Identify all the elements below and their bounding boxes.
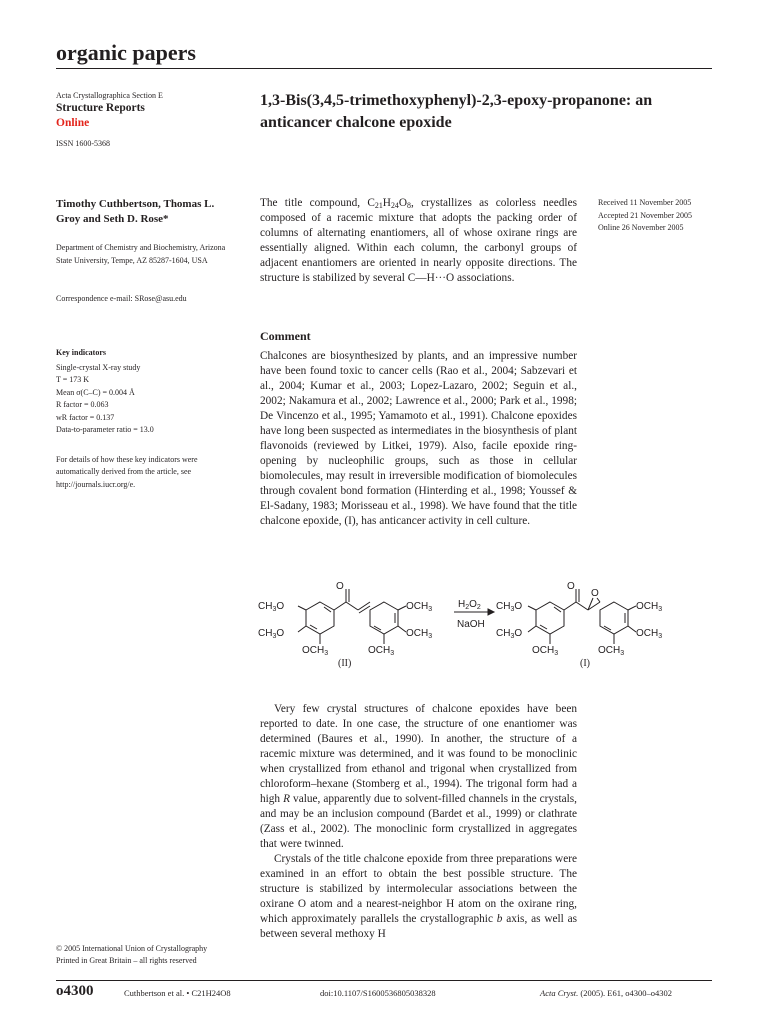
methoxy-label: $OCH_3$ xyxy=(636,628,663,640)
journal-section: Acta Crystallographica Section E xyxy=(56,91,163,100)
date-received: Received 11 November 2005 xyxy=(598,198,692,207)
formula-subscript: 8 xyxy=(407,201,411,210)
reagent-peroxide: $H_2O_2$ xyxy=(458,599,481,611)
methoxy-label: $OCH_3$ xyxy=(368,645,395,657)
carbonyl-o-label: O xyxy=(567,581,575,592)
affiliation: Department of Chemistry and Biochemistry, Arizona State University, Tempe, AZ 85287-1604, USA xyxy=(56,243,226,265)
methoxy-label: $OCH_3$ xyxy=(302,645,329,657)
methoxy-label: $OCH_3$ xyxy=(636,601,663,613)
carbonyl-o-label: O xyxy=(336,581,344,592)
formula-subscript: 21 xyxy=(374,201,383,210)
comment-paragraph-1: Chalcones are biosynthesized by plants, and an impressive number have been found toxic to cancer cells (Rao et al., 2004; Sabzevari et al., 2004; Kumar et al., 2003; Lopez-Lazaro, 2002; Seguin et al., 2002; Nakamura et al., 2002; Lawrence et al., 2000; Park et al., 1998; De Vincenzo et al., 1995; Yamamoto et al., 1991). Chalcone epoxides have long been suspected as intermediates in the biosynthesis of plant flavonoids (reviewed by Litkei, 1979). Also, facile epoxide ring-opening by nucleophilic groups, such as those in cellular biomolecules, may result in irreversible modification of biomolecules through covalent bond formation (Hinterding et al., 1998; Youssef & El-Sadany, 1983; Morisseau et al., 1998). We have found that the title chalcone epoxide, (I), has anticancer activity in cell culture. xyxy=(260,350,577,527)
journal-online: Online xyxy=(56,117,90,129)
abstract-text: O xyxy=(398,197,408,209)
footer-citation: Acta Cryst. (2005). E61, o4300–o4302 xyxy=(540,988,672,998)
key-indicator: wR factor = 0.137 xyxy=(56,412,115,422)
page-id: o4300 xyxy=(56,983,94,999)
methoxy-label: $CH_3O$ xyxy=(258,601,285,613)
abstract-text: The title compound, C xyxy=(260,197,375,209)
methoxy-label: $OCH_3$ xyxy=(598,645,625,657)
key-indicator: Single-crystal X-ray study xyxy=(56,363,141,372)
methoxy-label: $CH_3O$ xyxy=(496,628,523,640)
methoxy-label: $CH_3O$ xyxy=(496,601,523,613)
date-accepted: Accepted 21 November 2005 xyxy=(598,210,692,220)
top-rule xyxy=(56,68,712,69)
footer-authors: Cuthbertson et al. • C21H24O8 xyxy=(124,988,231,998)
journal-block xyxy=(56,90,241,149)
methoxy-label: $OCH_3$ xyxy=(532,645,559,657)
body-text xyxy=(260,702,577,942)
comment-paragraph-3: Crystals of the title chalcone epoxide from three preparations were examined in an effort to obtain the best possible structure. The structure is stabilized by intermolecular associations between the oxirane O atom and a nearest-neighbor H atom on the oxirane ring, which approximately parallels the crystallographic b axis, as well as between several methoxy H xyxy=(260,853,577,940)
article-title: 1,3-Bis(3,4,5-trimethoxyphenyl)-2,3-epoxy-propanone: an anticancer chalcone epoxide xyxy=(260,92,653,131)
epoxide-o-label: O xyxy=(591,588,599,599)
copyright-notice xyxy=(56,943,256,967)
formula-subscript: 24 xyxy=(390,201,399,210)
key-indicators-title: Key indicators xyxy=(56,348,106,357)
compound-label-ii: (II) xyxy=(338,658,352,669)
running-head: organic papers xyxy=(56,40,196,65)
key-indicator: R factor = 0.063 xyxy=(56,400,109,410)
comment-paragraph-2: Very few crystal structures of chalcone epoxides have been reported to date. In one case, the structure of one enantiomer was determined (Baures et al., 1990). In another, the structure of a racemic mixture was determined, and it was found to be monoclinic when crystallized from ethanol and trigonal when crystallized from chloroform–hexane (Stomberg et al., 1994). The trigonal form had a high R value, apparently due to solvent-filled channels in the crystals, and may be an inclusion compound (Bardet et al., 1999) or clathrate (Zass et al., 2002). The monoclinic form crystallized in aggregates that were twinned. xyxy=(260,703,577,850)
key-indicators-note: For details of how these key indicators were automatically derived from the article, see http://journals.iucr.org/e. xyxy=(56,455,198,489)
methoxy-label: $OCH_3$ xyxy=(406,628,433,640)
abstract-text: H xyxy=(382,197,391,209)
reaction-scheme xyxy=(258,580,710,672)
date-online: Online 26 November 2005 xyxy=(598,223,684,232)
authors: Timothy Cuthbertson, Thomas L. Groy and Seth D. Rose* xyxy=(56,198,215,225)
journal-series: Structure Reports xyxy=(56,102,145,114)
journal-issn: ISSN 1600-5368 xyxy=(56,139,111,148)
methoxy-label: $OCH_3$ xyxy=(406,601,433,613)
article-dates xyxy=(598,197,718,235)
copyright-line: © 2005 International Union of Crystallography xyxy=(56,944,208,953)
key-indicators-list xyxy=(56,362,241,436)
reagent-base: NaOH xyxy=(457,619,485,630)
bottom-rule xyxy=(56,980,712,981)
key-indicator: Mean σ(C–C) = 0.004 Å xyxy=(56,387,135,397)
correspondence: Correspondence e-mail: SRose@asu.edu xyxy=(56,294,187,303)
abstract xyxy=(260,196,577,286)
key-indicator: T = 173 K xyxy=(56,375,90,385)
comment-heading: Comment xyxy=(260,329,311,343)
printed-line: Printed in Great Britain – all rights reserved xyxy=(56,956,197,965)
footer-doi: doi:10.1107/S1600536805038328 xyxy=(320,988,436,998)
abstract-text: , crystallizes as colorless needles composed of a racemic mixture that adopts the packing order of columns of alternating enantiomers, all of whose oxirane rings are essentially aligned. Within each column, the carbonyl groups of adjacent enantiomers are oriented in nearly opposite directions. The structure is stabilized by several C—H···O associations. xyxy=(260,197,577,284)
compound-label-i: (I) xyxy=(580,658,590,669)
methoxy-label: $CH_3O$ xyxy=(258,628,285,640)
key-indicator: Data-to-parameter ratio = 13.0 xyxy=(56,425,154,435)
